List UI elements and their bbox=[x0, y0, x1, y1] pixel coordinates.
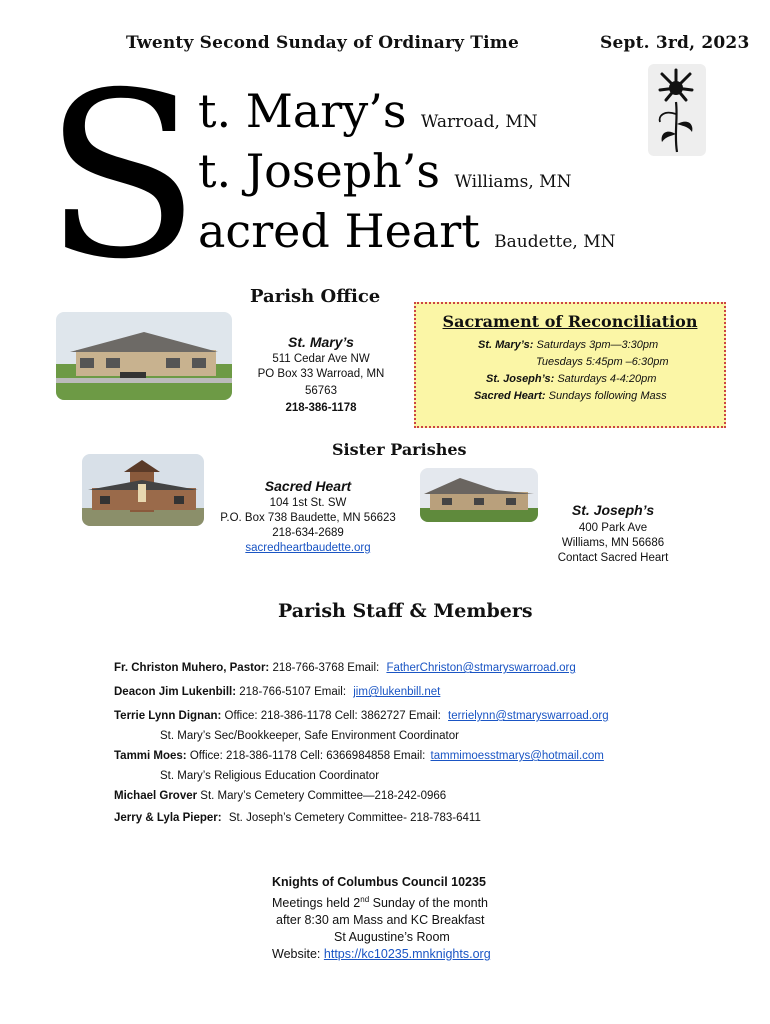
st-josephs-info bbox=[540, 502, 686, 566]
office-address-line: PO Box 33 Warroad, MN bbox=[257, 368, 385, 380]
reconciliation-line bbox=[478, 337, 724, 354]
kc-website-label: Website: bbox=[272, 947, 321, 962]
staff-contact: Office: 218-386-1178 Cell: 6366984858 Email: bbox=[189, 750, 426, 762]
staff-contact: St. Mary’s Cemetery Committee—218-242-0966 bbox=[200, 790, 447, 802]
kc-meetings-text: Sunday of the month bbox=[369, 896, 489, 911]
reconciliation-time: Sundays following Mass bbox=[548, 390, 667, 402]
staff-entry bbox=[114, 660, 754, 676]
sacred-heart-name: Sacred Heart bbox=[264, 478, 352, 494]
liturgical-day: Twenty Second Sunday of Ordinary Time bbox=[126, 33, 520, 53]
sacred-heart-address: 104 1st St. SW bbox=[269, 497, 347, 509]
office-address-line: 511 Cedar Ave NW bbox=[272, 353, 370, 365]
parish-town: Williams, MN bbox=[454, 172, 572, 192]
kc-website-link[interactable]: https://kc10235.mnknights.org bbox=[323, 947, 491, 962]
sacred-heart-website-link[interactable]: sacredheartbaudette.org bbox=[245, 542, 371, 554]
staff-contact: 218-766-5107 Email: bbox=[239, 686, 347, 698]
staff-name: Jerry & Lyla Pieper: bbox=[114, 812, 222, 824]
title-row-st-josephs bbox=[198, 144, 572, 198]
kc-website bbox=[272, 946, 532, 963]
reconciliation-box bbox=[414, 302, 726, 428]
staff-entry bbox=[114, 810, 754, 826]
reconciliation-time: Saturdays 3pm—3:30pm bbox=[536, 339, 659, 351]
sacred-heart-info bbox=[216, 478, 400, 556]
kc-title: Knights of Columbus Council 10235 bbox=[272, 875, 486, 889]
staff-name: Terrie Lynn Dignan: bbox=[114, 710, 222, 722]
parish-name: t. Joseph’s bbox=[198, 144, 440, 198]
kc-meetings-text: Meetings held 2 bbox=[272, 896, 361, 911]
sacred-heart-address: P.O. Box 738 Baudette, MN 56623 bbox=[220, 512, 396, 524]
reconciliation-label: St. Mary’s: bbox=[478, 339, 534, 351]
parish-town: Warroad, MN bbox=[420, 112, 538, 132]
parish-town: Baudette, MN bbox=[494, 232, 616, 252]
st-marys-office-info bbox=[246, 334, 396, 416]
reconciliation-time: Tuesdays 5:45pm –6:30pm bbox=[536, 356, 669, 368]
title-row-sacred-heart bbox=[198, 204, 616, 258]
st-marys-church-photo bbox=[56, 312, 232, 400]
staff-contact: Office: 218-386-1178 Cell: 3862727 Email: bbox=[224, 710, 441, 722]
st-josephs-contact: Contact Sacred Heart bbox=[557, 552, 669, 564]
reconciliation-label: St. Joseph’s: bbox=[486, 373, 555, 385]
parish-name: t. Mary’s bbox=[198, 84, 407, 138]
bulletin-date: Sept. 3rd, 2023 bbox=[600, 33, 750, 53]
reconciliation-heading: Sacrament of Reconciliation bbox=[442, 312, 698, 331]
title-initial: S bbox=[44, 43, 201, 309]
kc-meetings bbox=[272, 891, 532, 912]
staff-entry bbox=[114, 708, 754, 724]
staff-email-link[interactable]: FatherChriston@stmaryswarroad.org bbox=[386, 662, 576, 674]
st-josephs-name: St. Joseph’s bbox=[571, 502, 655, 518]
staff-email-link[interactable]: terrielynn@stmaryswarroad.org bbox=[448, 710, 609, 722]
staff-contact: St. Joseph’s Cemetery Committee- 218-783-6411 bbox=[228, 812, 481, 824]
staff-email-link[interactable]: tammimoesstmarys@hotmail.com bbox=[430, 750, 604, 762]
staff-entry bbox=[114, 684, 754, 700]
staff-role: St. Mary’s Sec/Bookkeeper, Safe Environment Coordinator bbox=[160, 730, 459, 742]
reconciliation-line bbox=[474, 388, 724, 405]
st-josephs-address: Williams, MN 56686 bbox=[561, 537, 665, 549]
staff-name: Deacon Jim Lukenbill: bbox=[114, 686, 237, 698]
kc-room: St Augustine’s Room bbox=[334, 930, 450, 945]
staff-role: St. Mary’s Religious Education Coordinator bbox=[160, 770, 380, 782]
reconciliation-time: Saturdays 4-4:20pm bbox=[557, 373, 657, 385]
office-name: St. Mary’s bbox=[288, 334, 354, 350]
flower-ornament-icon bbox=[648, 64, 706, 156]
parish-office-heading: Parish Office bbox=[250, 286, 381, 307]
parish-name: acred Heart bbox=[198, 204, 480, 258]
office-phone: 218-386-1178 bbox=[285, 402, 357, 414]
st-josephs-church-photo bbox=[420, 468, 538, 522]
staff-contact: 218-766-3768 Email: bbox=[272, 662, 380, 674]
reconciliation-label: Sacred Heart: bbox=[474, 390, 546, 402]
staff-name: Michael Grover bbox=[114, 790, 198, 802]
staff-name: Tammi Moes: bbox=[114, 750, 187, 762]
staff-entry bbox=[114, 788, 754, 804]
staff-list bbox=[114, 660, 754, 826]
staff-email-link[interactable]: jim@lukenbill.net bbox=[353, 686, 441, 698]
kc-breakfast: after 8:30 am Mass and KC Breakfast bbox=[276, 913, 485, 928]
staff-heading: Parish Staff & Members bbox=[278, 600, 533, 622]
reconciliation-line bbox=[486, 371, 724, 388]
staff-entry bbox=[114, 748, 754, 764]
kc-meetings-sup: nd bbox=[360, 895, 370, 904]
title-row-st-marys bbox=[198, 84, 538, 138]
sacred-heart-phone: 218-634-2689 bbox=[272, 527, 344, 539]
staff-name: Fr. Christon Muhero, Pastor: bbox=[114, 662, 270, 674]
st-josephs-address: 400 Park Ave bbox=[578, 522, 648, 534]
office-address-line: 56763 bbox=[305, 385, 337, 397]
sister-parishes-heading: Sister Parishes bbox=[332, 440, 467, 459]
sacred-heart-church-photo bbox=[82, 454, 204, 526]
kc-block bbox=[272, 874, 532, 963]
